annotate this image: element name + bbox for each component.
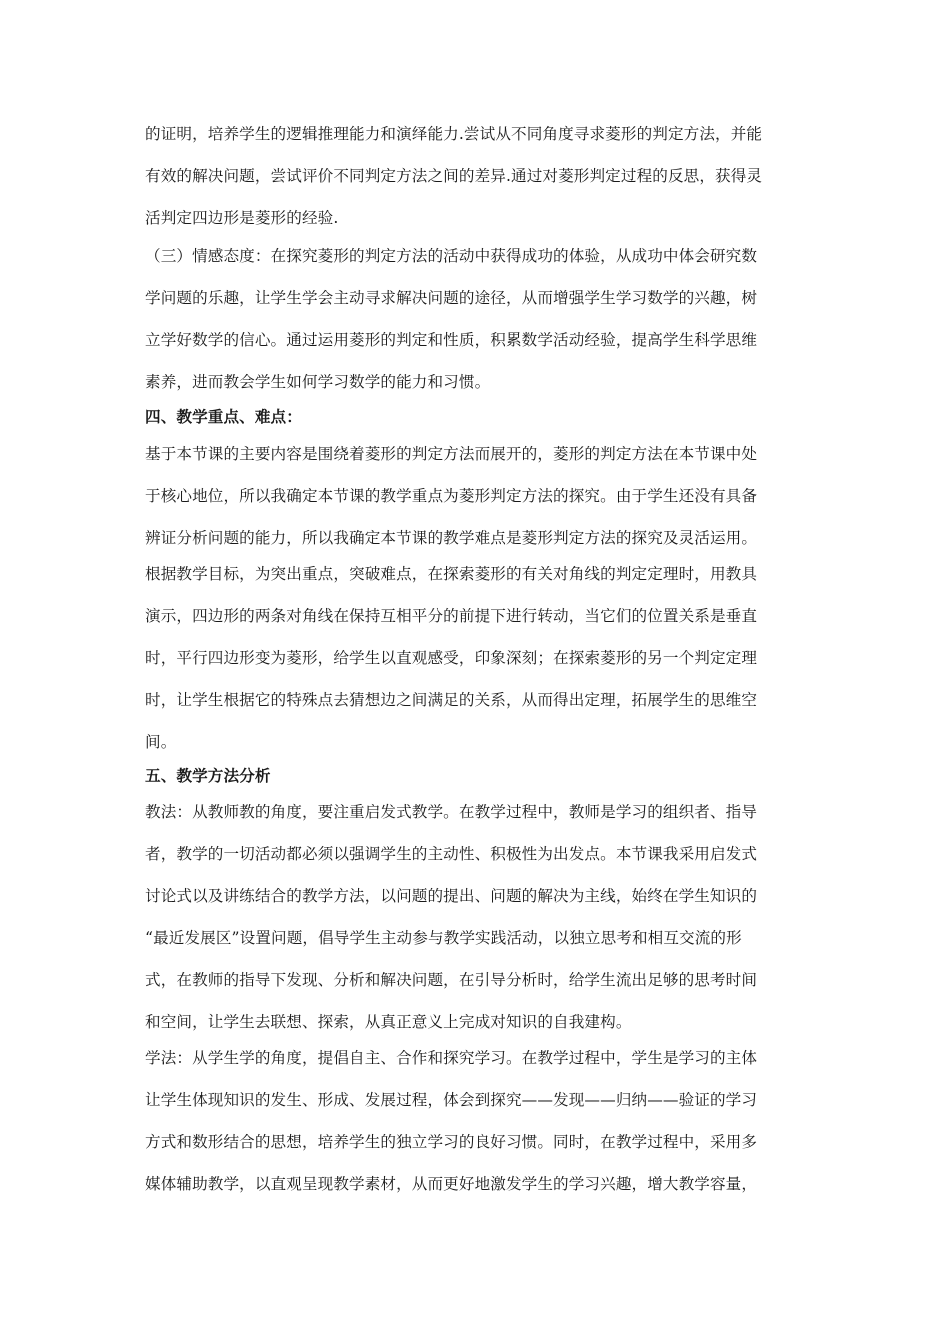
text-line: 教法：从教师教的角度，要注重启发式教学。在教学过程中，教师是学习的组织者、指导 bbox=[145, 803, 758, 821]
text-line: 式，在教师的指导下发现、分析和解决问题，在引导分析时，给学生流出足够的思考时间 bbox=[145, 971, 758, 989]
text-line: 方式和数形结合的思想，培养学生的独立学习的良好习惯。同时，在教学过程中，采用多 bbox=[145, 1133, 758, 1151]
text-line: 辨证分析问题的能力，所以我确定本节课的教学难点是菱形判定方法的探究及灵活运用。 bbox=[145, 529, 758, 547]
text-line: 素养，进而教会学生如何学习数学的能力和习惯。 bbox=[145, 373, 491, 391]
text-line: 时，平行四边形变为菱形，给学生以直观感受，印象深刻；在探索菱形的另一个判定定理 bbox=[145, 649, 758, 667]
text-line: 媒体辅助教学，以直观呈现教学素材，从而更好地激发学生的学习兴趣，增大教学容量， bbox=[145, 1175, 758, 1193]
text-line: 间。 bbox=[145, 733, 177, 751]
text-line: 立学好数学的信心。通过运用菱形的判定和性质，积累数学活动经验，提高学生科学思维 bbox=[145, 331, 758, 349]
text-line: 有效的解决问题，尝试评价不同判定方法之间的差异.通过对菱形判定过程的反思，获得灵 bbox=[145, 167, 763, 185]
section-heading: 四、教学重点、难点： bbox=[145, 407, 302, 426]
text-line: 演示，四边形的两条对角线在保持互相平分的前提下进行转动，当它们的位置关系是垂直 bbox=[145, 607, 758, 625]
text-line: 根据教学目标，为突出重点，突破难点，在探索菱形的有关对角线的判定定理时，用教具 bbox=[145, 565, 758, 583]
text-line: 讨论式以及讲练结合的教学方法，以问题的提出、问题的解决为主线，始终在学生知识的 bbox=[145, 887, 758, 905]
text-line: “最近发展区”设置问题，倡导学生主动参与教学实践活动，以独立思考和相互交流的形 bbox=[145, 929, 742, 947]
text-line: 的证明，培养学生的逻辑推理能力和演绎能力.尝试从不同角度寻求菱形的判定方法，并能 bbox=[145, 125, 763, 143]
text-line: 让学生体现知识的发生、形成、发展过程，体会到探究——发现——归纳——验证的学习 bbox=[145, 1091, 758, 1109]
text-line: 学问题的乐趣，让学生学会主动寻求解决问题的途径，从而增强学生学习数学的兴趣，树 bbox=[145, 289, 758, 307]
text-line: 活判定四边形是菱形的经验. bbox=[145, 209, 339, 227]
text-line: 和空间，让学生去联想、探索，从真正意义上完成对知识的自我建构。 bbox=[145, 1013, 632, 1031]
text-line: 基于本节课的主要内容是围绕着菱形的判定方法而展开的，菱形的判定方法在本节课中处 bbox=[145, 445, 758, 463]
text-line: 于核心地位，所以我确定本节课的教学重点为菱形判定方法的探究。由于学生还没有具备 bbox=[145, 487, 758, 505]
text-line: 学法：从学生学的角度，提倡自主、合作和探究学习。在教学过程中，学生是学习的主体 bbox=[145, 1049, 758, 1067]
text-line: 时，让学生根据它的特殊点去猜想边之间满足的关系，从而得出定理，拓展学生的思维空 bbox=[145, 691, 758, 709]
section-heading: 五、教学方法分析 bbox=[145, 766, 271, 785]
text-line: （三）情感态度：在探究菱形的判定方法的活动中获得成功的体验，从成功中体会研究数 bbox=[145, 247, 758, 265]
text-line: 者，教学的一切活动都必须以强调学生的主动性、积极性为出发点。本节课我采用启发式 bbox=[145, 845, 758, 863]
